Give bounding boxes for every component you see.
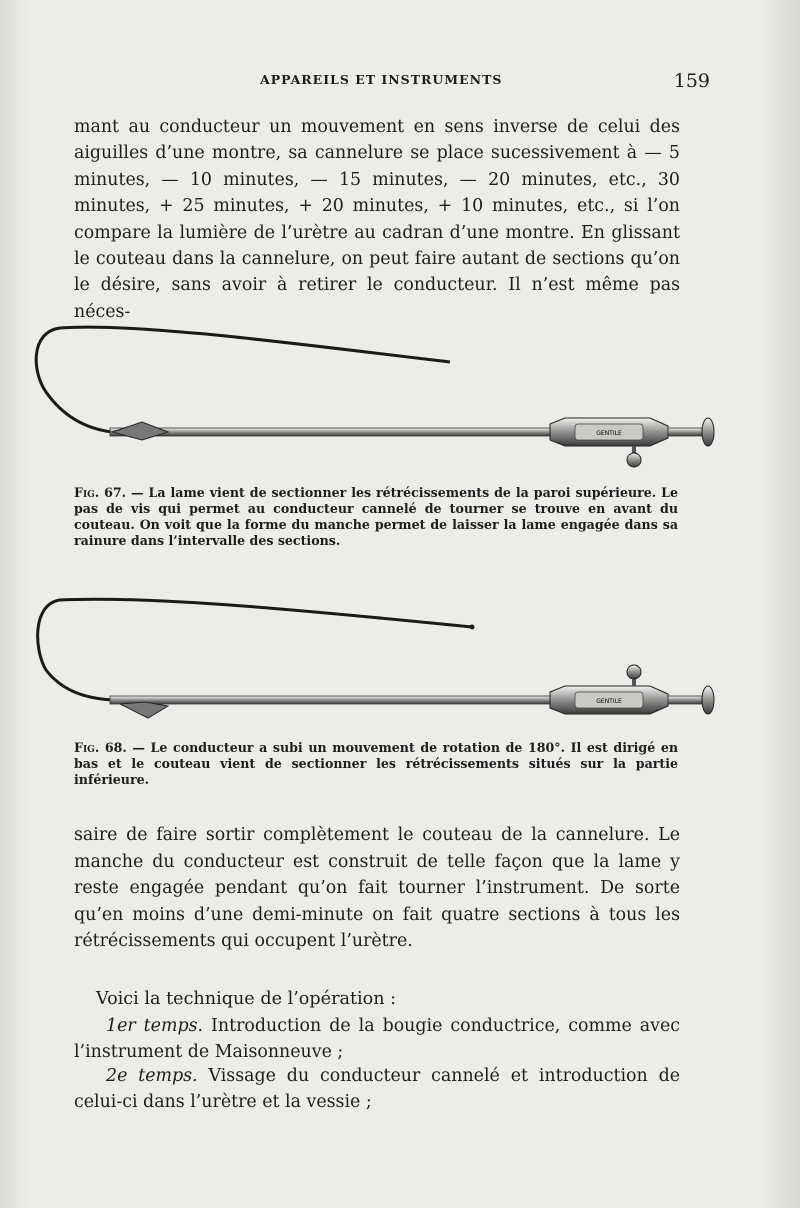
paragraph-3: Voici la technique de l’opération : [96, 989, 397, 1009]
step-2-text: Vissage du conducteur cannelé et introduction de celui-ci dans l’urètre et la vessie ; [74, 1066, 680, 1113]
figure-67 [20, 312, 740, 477]
page-header [70, 70, 710, 94]
figure-68-caption-text: — Le conducteur a subi un mouvement de rotation de 180°. Il est dirigé en bas et le couteau vient de sectionner les rétrécissements situés sur la partie inférieure. [74, 740, 678, 787]
figure-67-label: Fig. 67. [74, 485, 127, 500]
running-head: APPAREILS ET INSTRUMENTS [260, 72, 503, 87]
figure-67-caption-text: — La lame vient de sectionner les rétrécissements de la paroi supérieure. Le pas de vis qui permet au conducteur cannelé de tourner se trouve en avant du couteau. On voit que la forme du manche permet de laisser la lame engagée dans sa rainure dans l’intervalle des sections. [74, 485, 678, 548]
figure-67-caption [74, 485, 678, 549]
page-number: 159 [673, 70, 710, 92]
urethrotome-illustration-68 [20, 590, 740, 735]
figure-68-label: Fig. 68. [74, 740, 127, 755]
step-1-label: 1er temps. [106, 1016, 204, 1036]
urethrotome-illustration-67 [20, 312, 740, 477]
paragraph-1: mant au conducteur un mouvement en sens inverse de celui des aiguilles d’une montre, sa cannelure se place sucessivement à — 5 minutes, — 10 minutes, — 15 minutes, — 20 minutes, etc., 30 minutes, + 25 minutes, + 20 minutes, + 10 minutes, etc., si l’on compare la lumière de l’urètre au cadran d’une montre. En glissant le couteau dans la cannelure, on peut faire autant de sections qu’on le désire, sans avoir à retirer le conducteur. Il n’est même pas néces- [74, 117, 680, 322]
figure-68-caption [74, 740, 678, 788]
maker-mark: GENTILE [596, 698, 622, 705]
step-2-label: 2e temps. [106, 1066, 198, 1086]
step-1 [74, 1013, 680, 1066]
figure-68 [20, 590, 740, 735]
paragraph-2: saire de faire sortir complètement le couteau de la cannelure. Le manche du conducteur est construit de telle façon que la lame y reste engagée pendant qu’on fait tourner l’instrument. De sorte qu’en moins d’une demi-minute on fait quatre sections à tous les rétrécissements qui occupent l’urètre. [74, 825, 680, 951]
step-2 [74, 1063, 680, 1116]
maker-mark: GENTILE [596, 430, 622, 437]
step-1-text: Introduction de la bougie conductrice, comme avec l’instrument de Maisonneuve ; [74, 1016, 680, 1063]
